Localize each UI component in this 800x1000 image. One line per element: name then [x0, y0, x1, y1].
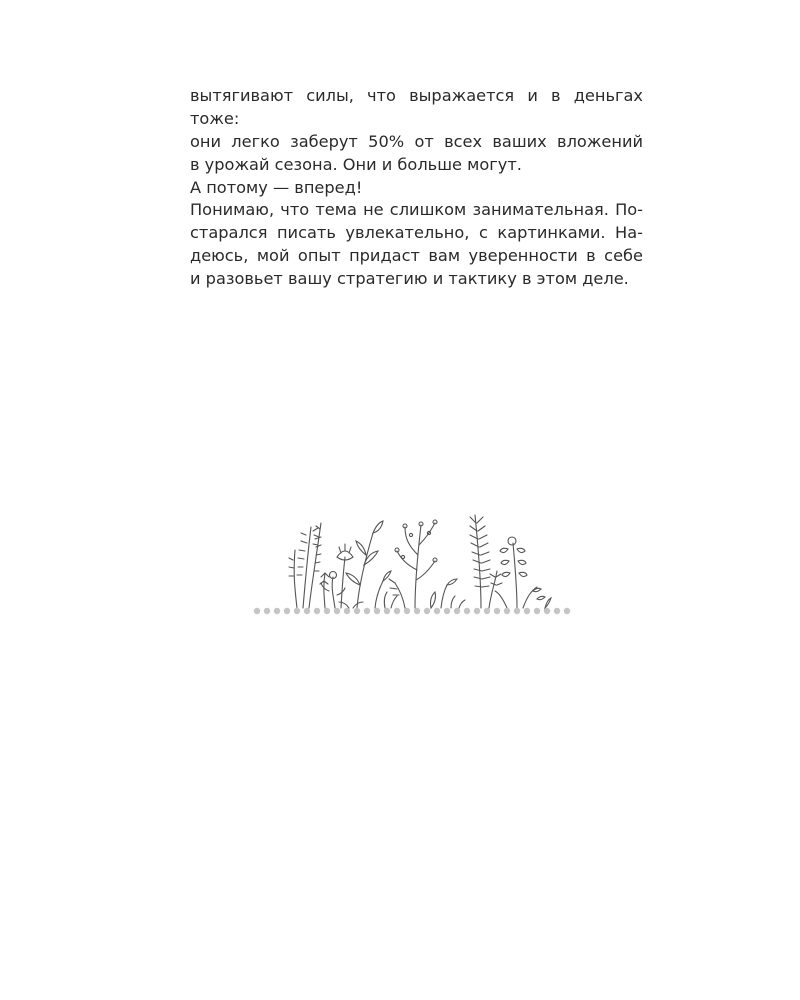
ornament-dot — [414, 608, 420, 614]
text-line: в урожай сезона. Они и больше могут. — [190, 155, 522, 174]
text-line: они легко заберут 50% от всех ваших вложений — [190, 132, 643, 151]
ornament-dot — [324, 608, 330, 614]
ornament-dot — [424, 608, 430, 614]
ornament-dot — [304, 608, 310, 614]
ornament-dot — [364, 608, 370, 614]
ornament-dot — [344, 608, 350, 614]
ornament-dot — [444, 608, 450, 614]
ornament-dot — [354, 608, 360, 614]
ornament-dot — [484, 608, 490, 614]
paragraph-1 — [190, 84, 643, 199]
ornament-dot — [274, 608, 280, 614]
ornament-dot — [394, 608, 400, 614]
paragraph-2 — [190, 198, 643, 290]
ornament-dot — [374, 608, 380, 614]
ornament-dot — [564, 608, 570, 614]
text-line: старался писать увлекательно, с картинками. На- — [190, 223, 643, 242]
ornament-dot — [254, 608, 260, 614]
ornament-dot — [284, 608, 290, 614]
text-line: деюсь, мой опыт придаст вам уверенности в себе — [190, 246, 643, 265]
ornament-dot — [504, 608, 510, 614]
text-line: вытягивают силы, что выражается и в деньгах тоже: — [190, 86, 643, 128]
ornament-dot — [454, 608, 460, 614]
herbs-illustration-icon — [245, 505, 575, 620]
ornament-dot — [294, 608, 300, 614]
ornament-dot — [514, 608, 520, 614]
ornament-dot — [434, 608, 440, 614]
ornament-dot — [464, 608, 470, 614]
ornament-dot — [334, 608, 340, 614]
ornament-dot — [554, 608, 560, 614]
ornament-dot — [474, 608, 480, 614]
ornament-dot — [314, 608, 320, 614]
ornament-dot — [524, 608, 530, 614]
ornament-dot — [544, 608, 550, 614]
ornament-dot — [264, 608, 270, 614]
ornament-dot — [384, 608, 390, 614]
ornament-dot — [494, 608, 500, 614]
text-line: и разовьет вашу стратегию и тактику в этом деле. — [190, 269, 629, 288]
text-line: Понимаю, что тема не слишком занимательная. По- — [190, 200, 643, 219]
ornament-dot — [404, 608, 410, 614]
text-line: А потому — вперед! — [190, 178, 363, 197]
ornament-dot — [534, 608, 540, 614]
